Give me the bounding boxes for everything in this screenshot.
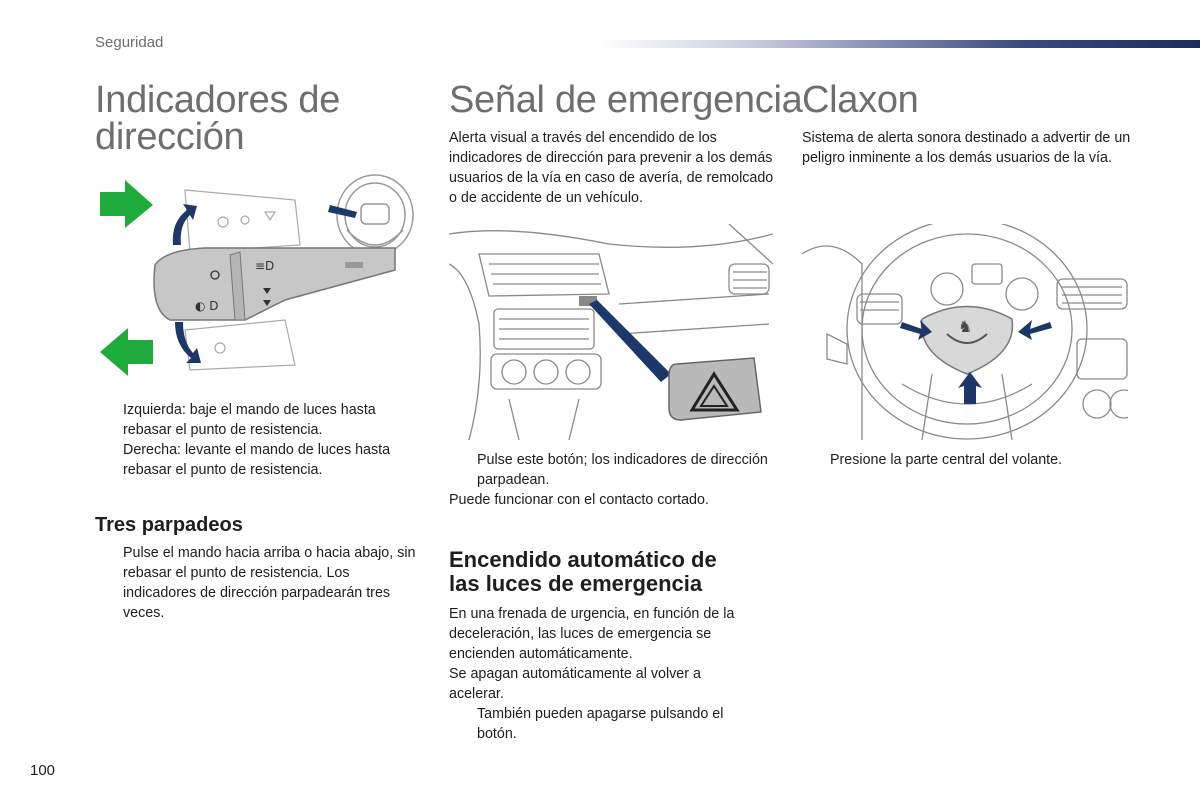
col2-para2: Se apagan automáticamente al volver a acelerar. (449, 666, 701, 702)
bullet-item: Izquierda: baje el mando de luces hasta rebasar el punto de resistencia. (123, 402, 376, 438)
page-number: 100 (30, 762, 56, 779)
horn-steering-wheel-illustration (802, 224, 1128, 440)
svg-text:≡D: ≡D (255, 259, 275, 273)
col2-block1 (449, 450, 779, 510)
col2-para1: En una frenada de urgencia, en función de la deceleración, las luces de emergencia se encienden automáticamente. (449, 606, 735, 662)
svg-text:◐ D: ◐ D (195, 299, 219, 313)
col1-sub-bullets (95, 543, 425, 623)
bullet-item: Presione la parte central del volante. (830, 452, 1063, 468)
col1-title (95, 79, 341, 158)
header-rule (600, 40, 1200, 48)
col1-title-line1: Indicadores de (95, 79, 341, 121)
turn-signal-stalk-illustration (95, 170, 415, 380)
bullet-item: Derecha: levante el mando de luces hasta rebasar el punto de resistencia. (123, 442, 391, 478)
col1-subheading: Tres parpadeos (95, 514, 243, 536)
section-label: Seguridad (95, 34, 164, 51)
bullet-item: También pueden apagarse pulsando el botón. (477, 706, 724, 742)
col1-bullets (95, 400, 425, 480)
bullet-item: Pulse el mando hacia arriba o hacia abajo, sin rebasar el punto de resistencia. Los indicadores de dirección parpadearán tres veces. (123, 545, 416, 621)
col2-intro: Alerta visual a través del encendido de los indicadores de dirección para prevenir a los demás usuarios de la vía en caso de avería, de remolcado o de accidente de un vehículo. (449, 130, 774, 206)
col2-title: Señal de emergencia (449, 79, 803, 121)
col1-title-line2: dirección (95, 116, 245, 158)
hazard-dashboard-illustration (449, 224, 773, 440)
col3-bullets (802, 450, 1132, 470)
col2-note: Puede funcionar con el contacto cortado. (449, 492, 709, 508)
col3-title: Claxon (802, 79, 919, 121)
svg-text:♞: ♞ (958, 317, 973, 336)
bullet-item: Pulse este botón; los indicadores de dirección parpadean. (477, 452, 768, 488)
col3-intro: Sistema de alerta sonora destinado a advertir de un peligro inminente a los demás usuarios de la vía. (802, 130, 1131, 166)
hazard-button-icon (669, 358, 761, 420)
col2-block2 (449, 604, 759, 744)
col2-subheading: Encendido automático de las luces de emergencia (449, 547, 717, 596)
